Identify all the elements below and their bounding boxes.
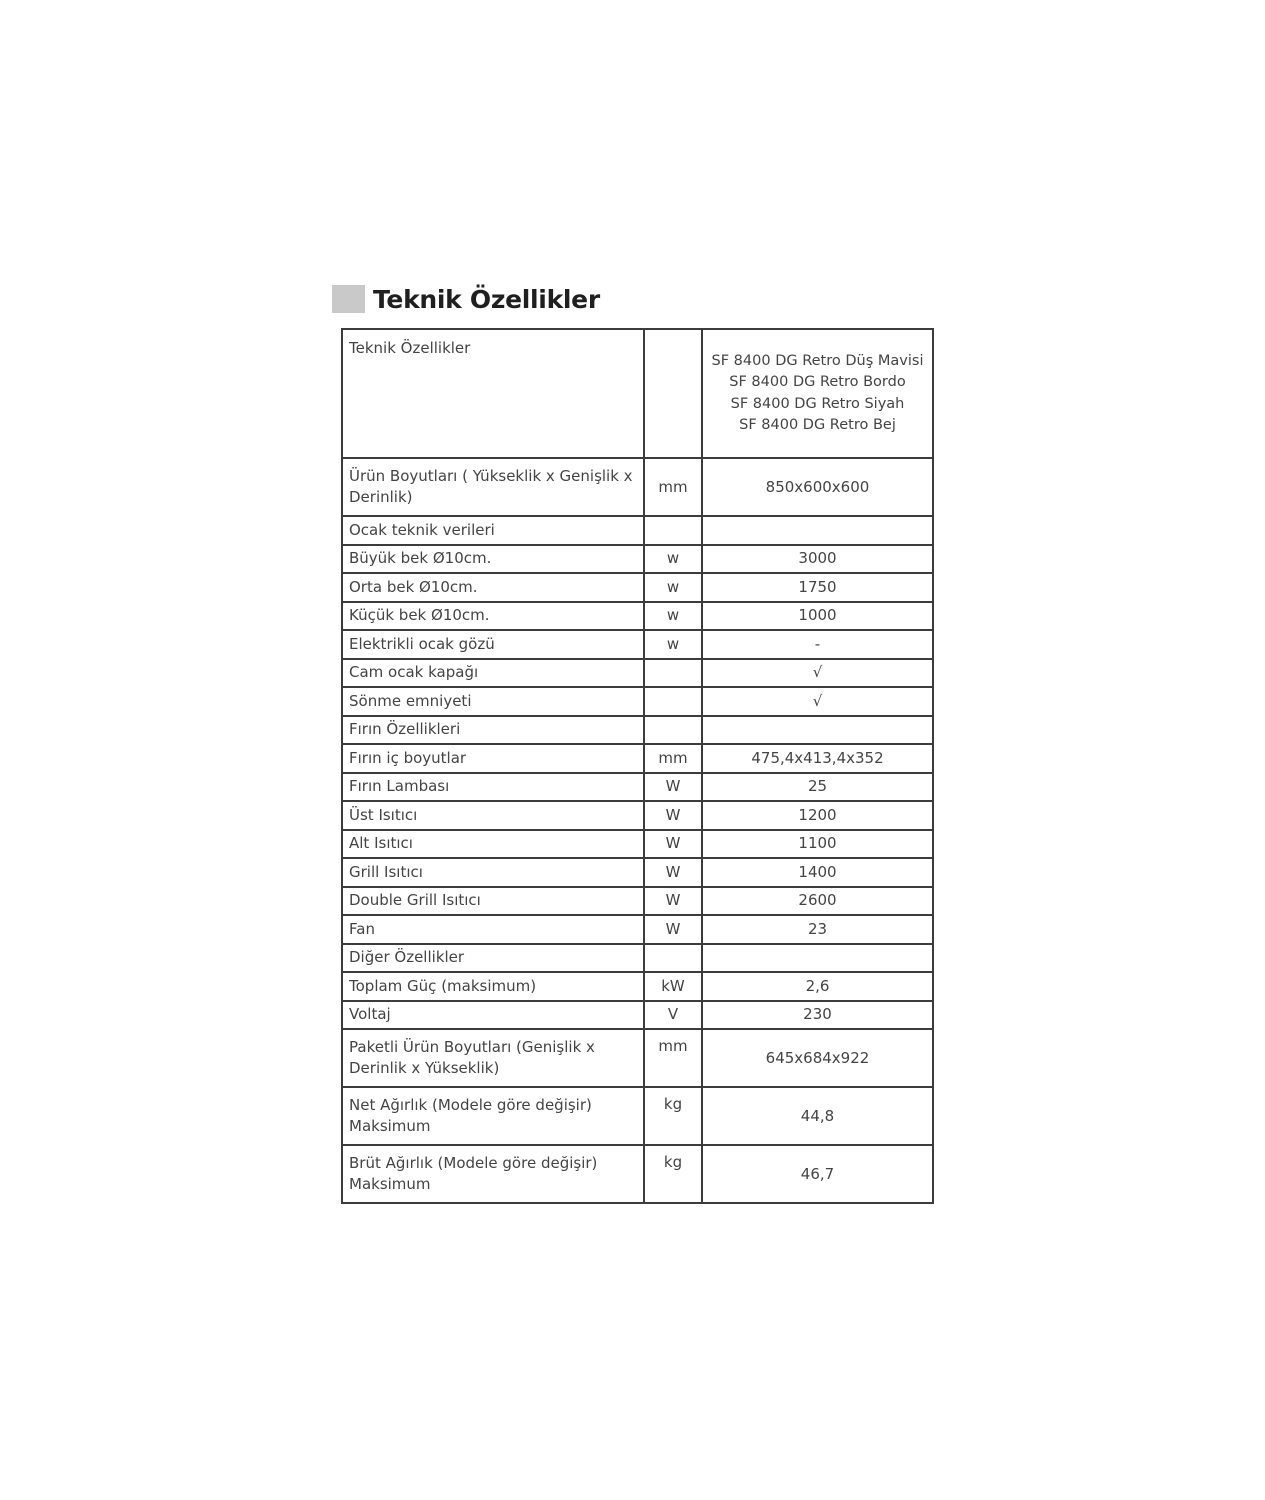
row-value: 645x684x922 xyxy=(702,1029,933,1087)
table-row xyxy=(342,516,933,545)
row-label: Elektrikli ocak gözü xyxy=(342,630,644,659)
row-unit xyxy=(644,516,702,545)
row-label: Paketli Ürün Boyutları (Genişlik x Derinlik x Yükseklik) xyxy=(342,1029,644,1087)
row-unit: mm xyxy=(644,744,702,773)
row-value: 46,7 xyxy=(702,1145,933,1203)
row-unit: W xyxy=(644,830,702,859)
table-row xyxy=(342,573,933,602)
row-value: 1400 xyxy=(702,858,933,887)
table-row xyxy=(342,773,933,802)
row-unit xyxy=(644,687,702,716)
row-label: Büyük bek Ø10cm. xyxy=(342,545,644,574)
row-value: 44,8 xyxy=(702,1087,933,1145)
row-unit: kg xyxy=(644,1145,702,1203)
row-label: Grill Isıtıcı xyxy=(342,858,644,887)
row-unit xyxy=(644,716,702,745)
row-unit xyxy=(644,659,702,688)
check-mark-icon: √ xyxy=(702,687,933,716)
row-value: 850x600x600 xyxy=(702,458,933,516)
row-unit: mm xyxy=(644,1029,702,1087)
row-unit: W xyxy=(644,773,702,802)
row-value xyxy=(702,516,933,545)
table-row xyxy=(342,1087,933,1145)
row-label: Net Ağırlık (Modele göre değişir) Maksimum xyxy=(342,1087,644,1145)
row-label: Toplam Güç (maksimum) xyxy=(342,972,644,1001)
table-row xyxy=(342,687,933,716)
table-row xyxy=(342,915,933,944)
table-row xyxy=(342,630,933,659)
row-label: Voltaj xyxy=(342,1001,644,1030)
row-value: 1200 xyxy=(702,801,933,830)
row-label: Double Grill Isıtıcı xyxy=(342,887,644,916)
table-row xyxy=(342,1001,933,1030)
row-label: Diğer Özellikler xyxy=(342,944,644,973)
row-label: Sönme emniyeti xyxy=(342,687,644,716)
table-row xyxy=(342,887,933,916)
header-models-cell xyxy=(702,329,933,458)
model-name: SF 8400 DG Retro Siyah xyxy=(730,395,905,412)
model-name: SF 8400 DG Retro Düş Mavisi xyxy=(711,352,924,369)
row-unit: W xyxy=(644,915,702,944)
model-name: SF 8400 DG Retro Bordo xyxy=(729,374,906,390)
row-value: 475,4x413,4x352 xyxy=(702,744,933,773)
row-value: - xyxy=(702,630,933,659)
table-row xyxy=(342,545,933,574)
table-row xyxy=(342,659,933,688)
row-value: 3000 xyxy=(702,545,933,574)
table-row xyxy=(342,972,933,1001)
row-label: Ürün Boyutları ( Yükseklik x Genişlik x Derinlik) xyxy=(342,458,644,516)
row-unit: W xyxy=(644,858,702,887)
row-label: Küçük bek Ø10cm. xyxy=(342,602,644,631)
row-value: 1750 xyxy=(702,573,933,602)
row-unit: w xyxy=(644,573,702,602)
row-label: Fan xyxy=(342,915,644,944)
table-row xyxy=(342,1029,933,1087)
row-value: 1000 xyxy=(702,602,933,631)
table-row xyxy=(342,1145,933,1203)
spec-table xyxy=(341,328,934,1204)
row-unit: V xyxy=(644,1001,702,1030)
row-unit: W xyxy=(644,801,702,830)
table-row xyxy=(342,458,933,516)
row-value: 230 xyxy=(702,1001,933,1030)
row-value: 1100 xyxy=(702,830,933,859)
table-row xyxy=(342,830,933,859)
row-label: Cam ocak kapağı xyxy=(342,659,644,688)
row-label: Alt Isıtıcı xyxy=(342,830,644,859)
row-value xyxy=(702,716,933,745)
row-label: Ocak teknik verileri xyxy=(342,516,644,545)
section-marker xyxy=(332,285,365,313)
table-row xyxy=(342,801,933,830)
row-unit: W xyxy=(644,887,702,916)
row-unit: kg xyxy=(644,1087,702,1145)
row-label: Orta bek Ø10cm. xyxy=(342,573,644,602)
row-unit: w xyxy=(644,602,702,631)
table-header-row xyxy=(342,329,933,458)
model-name: SF 8400 DG Retro Bej xyxy=(739,417,896,433)
table-row xyxy=(342,716,933,745)
row-value: 2,6 xyxy=(702,972,933,1001)
row-value: 25 xyxy=(702,773,933,802)
table-row xyxy=(342,602,933,631)
check-mark-icon: √ xyxy=(702,659,933,688)
table-row xyxy=(342,744,933,773)
row-label: Brüt Ağırlık (Modele göre değişir) Maksimum xyxy=(342,1145,644,1203)
row-unit: kW xyxy=(644,972,702,1001)
header-unit-cell xyxy=(644,329,702,458)
section-header xyxy=(332,283,600,315)
table-row xyxy=(342,944,933,973)
row-value xyxy=(702,944,933,973)
row-value: 2600 xyxy=(702,887,933,916)
header-label-cell: Teknik Özellikler xyxy=(342,329,644,458)
row-label: Fırın Özellikleri xyxy=(342,716,644,745)
row-unit: w xyxy=(644,545,702,574)
page-title: Teknik Özellikler xyxy=(373,284,600,314)
row-label: Üst Isıtıcı xyxy=(342,801,644,830)
row-value: 23 xyxy=(702,915,933,944)
row-unit: mm xyxy=(644,458,702,516)
row-label: Fırın Lambası xyxy=(342,773,644,802)
row-label: Fırın iç boyutlar xyxy=(342,744,644,773)
row-unit: w xyxy=(644,630,702,659)
table-row xyxy=(342,858,933,887)
row-unit xyxy=(644,944,702,973)
